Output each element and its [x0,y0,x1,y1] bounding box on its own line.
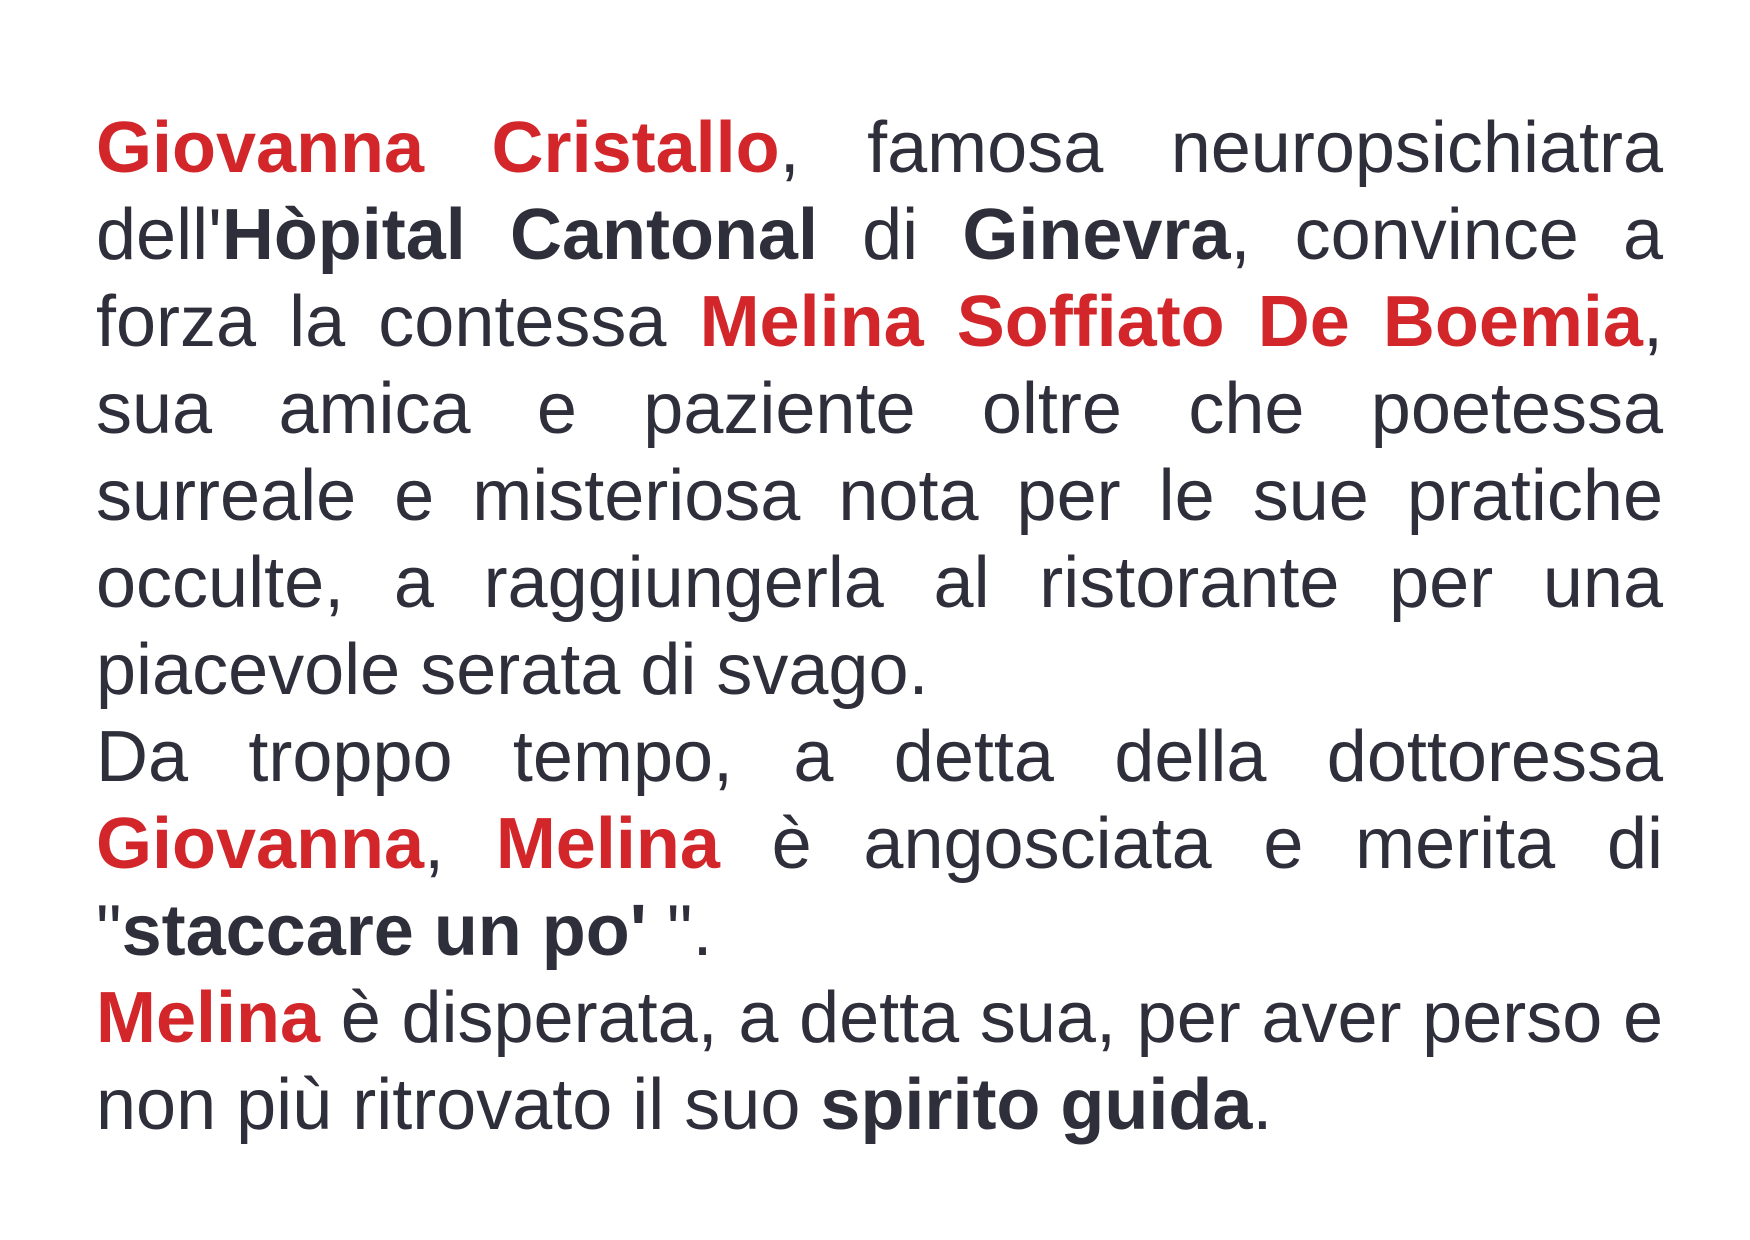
document-body [96,105,1663,1149]
text-segment: Da troppo tempo, a detta della dottoressa [96,717,1663,797]
paragraph-intro [96,105,1663,714]
text-segment: , famosa neuropsichiatra dell' [96,108,1664,275]
paragraph-disperata [96,975,1663,1149]
text-segment: di [817,195,963,275]
name-melina-soffiato: Melina Soffiato De Boemia [699,282,1643,362]
name-giovanna-cristallo: Giovanna Cristallo [96,108,780,188]
text-segment: . [1252,1065,1273,1145]
place-ginevra: Ginevra [962,195,1231,275]
text-segment: , [424,804,496,884]
name-melina: Melina [96,978,321,1058]
phrase-staccare: staccare un po' [121,891,647,971]
text-segment: ". [646,891,713,971]
text-segment: è angosciata e merita di " [96,804,1663,971]
phrase-spirito-guida: spirito guida [820,1065,1253,1145]
paragraph-angoscia [96,714,1663,975]
place-hopital-cantonal: Hòpital Cantonal [221,195,818,275]
text-segment: è disperata, a detta sua, per aver perso e non più ritrovato il suo [96,978,1663,1145]
name-melina: Melina [495,804,720,884]
name-giovanna: Giovanna [96,804,425,884]
text-segment: , sua amica e paziente oltre che poetessa surreale e misteriosa nota per le sue pratiche occulte, a raggiungerla al ristorante per una piacevole serata di svago. [96,282,1663,710]
text-segment: , convince a forza la contessa [96,195,1664,362]
